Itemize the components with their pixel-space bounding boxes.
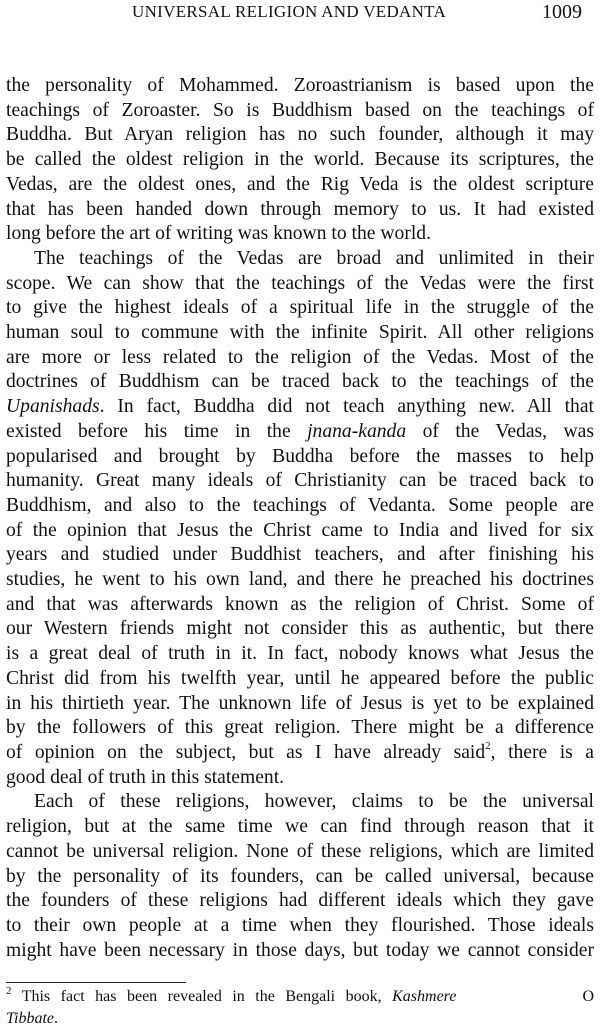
text-line xyxy=(6,395,594,420)
text-line: are more or less related to the religion of the Vedas. Most of the xyxy=(6,346,594,368)
text-line: Buddha. But Aryan religion has no such founder, although it may xyxy=(6,124,594,146)
text-line: years and studied under Buddhist teachers, and after finishing his xyxy=(6,544,594,566)
text-line: Christ did from his twelfth year, until he appeared before the public xyxy=(6,667,594,689)
text-line: studies, he went to his own land, and there he preached his doctrines xyxy=(6,569,594,591)
text-line: religion, but at the same time we can find through reason that it xyxy=(6,816,594,838)
text-line: Each of these religions, however, claims to be the universal xyxy=(34,791,594,813)
text-line: by the followers of this great religion. There might be a difference xyxy=(6,717,594,739)
text-line: might have been necessary in those days, but today we cannot consider xyxy=(6,939,594,961)
running-title: UNIVERSAL RELIGION AND VEDANTA xyxy=(132,2,447,21)
text-line: the founders of these religions had different ideals which they gave xyxy=(6,890,594,912)
book-title-kashmere: Kashmere xyxy=(392,988,457,1005)
text-line: is a great deal of truth in it. In fact, nobody knows what Jesus the xyxy=(6,643,594,665)
text-line: cannot be universal religion. None of these religions, which are limited xyxy=(6,840,594,862)
paragraph-3 xyxy=(6,790,594,963)
text-line: the personality of Mohammed. Zoroastrianism is based upon the xyxy=(6,75,594,96)
text-line: Vedas, are the oldest ones, and the Rig Veda is the oldest scripture xyxy=(6,173,594,195)
footnote-line xyxy=(6,1008,594,1030)
paragraph-2 xyxy=(6,247,594,790)
footnote-connector: O xyxy=(582,988,594,1005)
text-line: humanity. Great many ideals of Christianity can be traced back to xyxy=(6,470,594,492)
text-line: and that was afterwards known as the religion of Christ. Some of xyxy=(6,593,594,615)
footnote-divider xyxy=(6,982,186,983)
text-line: popularised and brought by Buddha before the masses to help xyxy=(6,445,594,467)
text-segment: of opinion on the subject, but as I have already said xyxy=(6,741,486,763)
paragraph-1 xyxy=(6,74,594,247)
text-segment: . In fact, Buddha did not teach anything new. All that xyxy=(99,396,594,418)
text-line: to give the highest ideals of a spiritual life in the struggle of the xyxy=(6,297,594,319)
text-line: to their own people at a time when they flourished. Those ideals xyxy=(6,914,594,936)
footnote xyxy=(6,986,594,1030)
footnote-marker: 2 xyxy=(6,986,12,997)
text-line: of the opinion that Jesus the Christ came to India and lived for six xyxy=(6,519,594,541)
text-line xyxy=(6,420,594,445)
text-line: human soul to commune with the infinite Spirit. All other religions xyxy=(6,322,594,344)
running-header xyxy=(0,2,600,26)
text-segment: , there is a xyxy=(490,741,594,763)
page-number: 1009 xyxy=(542,1,582,23)
jnana-kanda-italic: jnana-kanda xyxy=(307,420,407,442)
text-line: doctrines of Buddhism can be traced back to the teachings of the xyxy=(6,371,594,393)
text-line: teachings of Zoroaster. So is Buddhism based on the teachings of xyxy=(6,99,594,121)
text-line: Buddhism, and also to the teachings of Vedanta. Some people are xyxy=(6,494,594,516)
text-segment: existed before his time in the xyxy=(6,420,308,442)
body-text xyxy=(6,74,594,963)
footnote-text: This fact has been revealed in the Bengali book, xyxy=(11,988,393,1005)
text-line: scope. We can show that the teachings of the Vedas were the first xyxy=(6,272,594,294)
footnote-line xyxy=(6,986,594,1008)
book-title-tibbate: Tibbate xyxy=(6,1010,55,1027)
text-line: that has been handed down through memory to us. It had existed xyxy=(6,198,594,220)
text-line: The teachings of the Vedas are broad and unlimited in their xyxy=(34,247,594,269)
text-line: our Western friends might not consider this as authentic, but there xyxy=(6,618,594,640)
text-line: long before the art of writing was known to the world. xyxy=(6,223,431,245)
text-line: in his thirtieth year. The unknown life of Jesus is yet to be explained xyxy=(6,692,594,714)
footnote-end: . xyxy=(54,1010,59,1027)
text-line: good deal of truth in this statement. xyxy=(6,766,285,788)
text-line: by the personality of its founders, can be called universal, because xyxy=(6,865,594,887)
text-line: be called the oldest religion in the world. Because its scriptures, the xyxy=(6,149,594,171)
text-segment: of the Vedas, was xyxy=(406,420,594,442)
footnote-reference: 2 xyxy=(485,740,491,753)
text-line xyxy=(6,741,594,766)
upanishads-italic: Upanishads xyxy=(6,396,100,418)
